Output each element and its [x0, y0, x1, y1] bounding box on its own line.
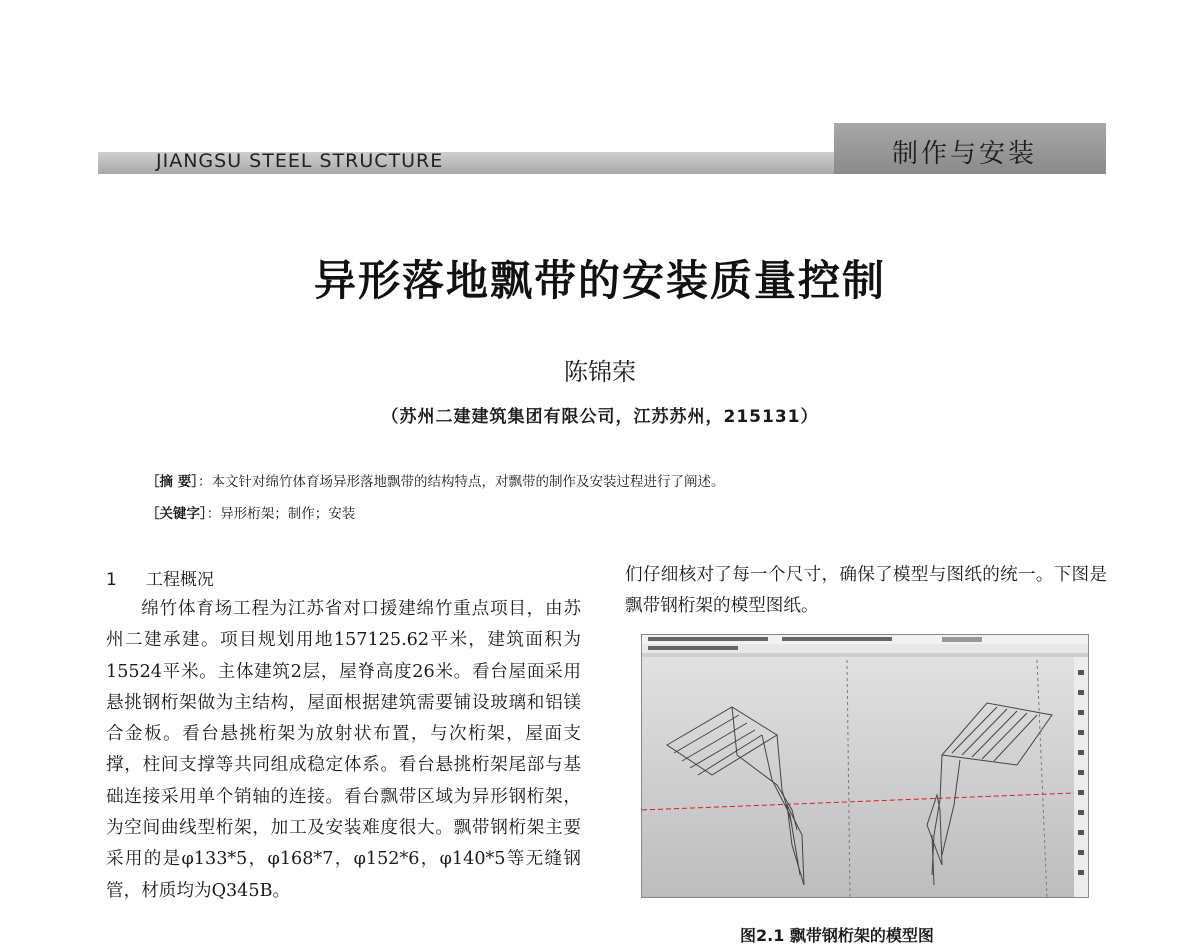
section-label: 制作与安装	[892, 139, 1038, 169]
section-title: 工程概况	[146, 570, 214, 590]
section-number: 1	[106, 570, 117, 590]
right-paragraph: 们仔细核对了每一个尺寸，确保了模型与图纸的统一。下图是飘带钢桁架的模型图纸。	[625, 565, 1107, 617]
figure-caption: 图2.1 飘带钢桁架的模型图	[740, 926, 934, 945]
truss-model-image	[642, 635, 1088, 897]
left-column	[106, 594, 581, 907]
abstract-label: ［摘 要］	[146, 474, 198, 490]
article-author: 陈锦荣	[564, 358, 636, 386]
keywords-text: ：异形桁架；制作；安装	[206, 506, 356, 522]
right-column	[625, 560, 1107, 623]
article-affiliation: （苏州二建建筑集团有限公司，江苏苏州，215131）	[381, 407, 819, 427]
article-title: 异形落地飘带的安装质量控制	[313, 256, 886, 305]
abstract	[146, 470, 724, 490]
keywords-label: ［关键字］	[146, 506, 207, 522]
section-tab	[834, 123, 1106, 174]
journal-name: JIANGSU STEEL STRUCTURE	[156, 150, 444, 172]
keywords	[146, 502, 355, 522]
abstract-text: ：本文针对绵竹体育场异形落地飘带的结构特点，对飘带的制作及安装过程进行了阐述。	[197, 474, 725, 490]
section-heading	[106, 565, 214, 590]
truss-model-figure	[641, 634, 1089, 898]
section-paragraph: 绵竹体育场工程为江苏省对口援建绵竹重点项目，由苏州二建承建。项目规划用地157125.62平米，建筑面积为15524平米。主体建筑2层，屋脊高度26米。看台屋面采用悬挑钢桁架做为主结构，屋面根据建筑需要铺设玻璃和铝镁合金板。看台悬挑桁架为放射状布置，与次桁架，屋面支撑，柱间支撑等共同组成稳定体系。看台悬挑桁架尾部与基础连接采用单个销轴的连接。看台飘带区域为异形钢桁架，为空间曲线型桁架，加工及安装难度很大。飘带钢桁架主要采用的是φ133*5，φ168*7，φ152*6，φ140*5等无缝钢管，材质均为Q345B。	[106, 599, 581, 901]
